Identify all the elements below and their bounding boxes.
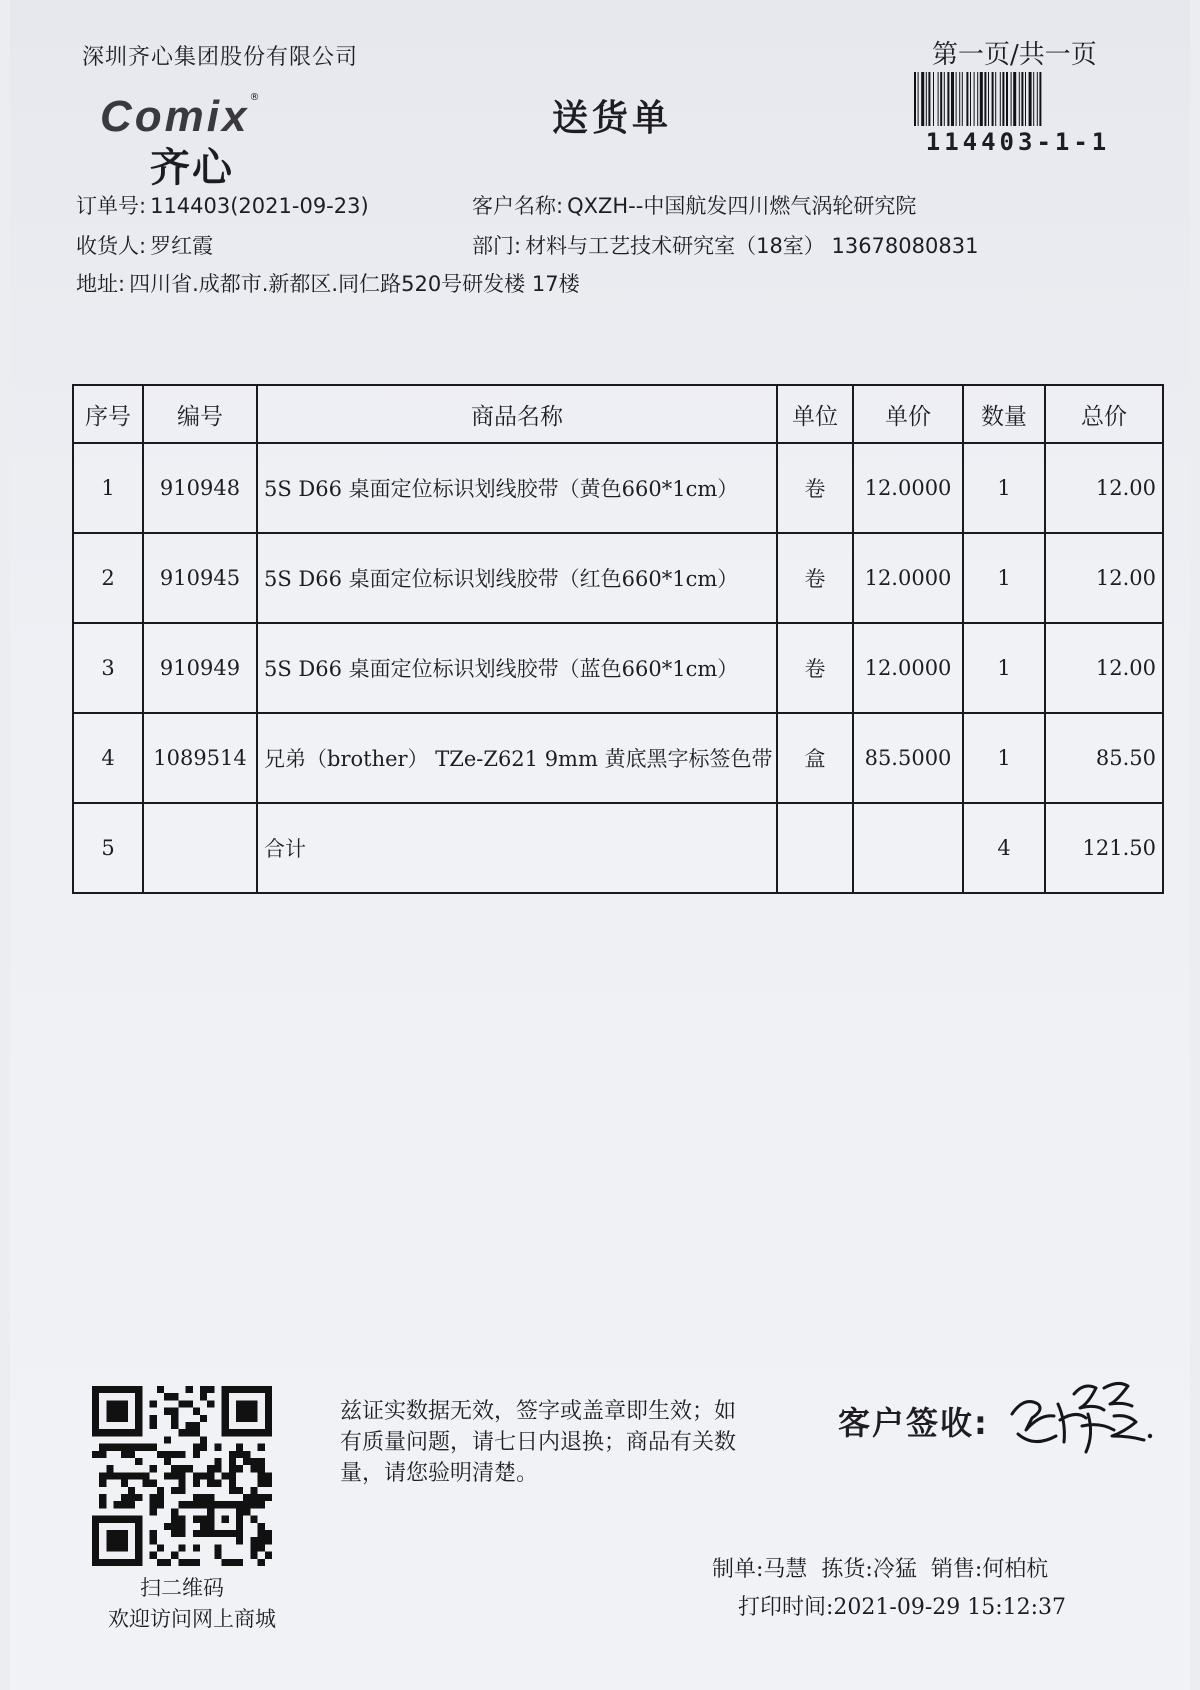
- cell-unit: 卷: [777, 443, 853, 533]
- cell-unit: [777, 803, 853, 893]
- qr-caption-visit: 欢迎访问网上商城: [108, 1607, 276, 1631]
- cell-product-name: 5S D66 桌面定位标识划线胶带（红色660*1cm）: [257, 533, 777, 623]
- receiver: [76, 230, 213, 260]
- cell-quantity: 4: [963, 803, 1045, 893]
- print-time: 打印时间:2021-09-29 15:12:37: [738, 1595, 1067, 1620]
- cell-code: 1089514: [143, 713, 257, 803]
- items-table: [72, 384, 1164, 894]
- cell-quantity: 1: [963, 443, 1045, 533]
- cell-seq: 2: [73, 533, 143, 623]
- cell-seq: 4: [73, 713, 143, 803]
- column-header: 编号: [143, 385, 257, 443]
- sales-text: 销售:何柏杭: [930, 1557, 1049, 1582]
- company-name: 深圳齐心集团股份有限公司: [82, 45, 359, 70]
- cell-product-name: 兄弟（brother） TZe-Z621 9mm 黄底黑字标签色带: [257, 713, 777, 803]
- cell-total: 12.00: [1045, 533, 1163, 623]
- cell-seq: 3: [73, 623, 143, 713]
- cell-code: [143, 803, 257, 893]
- document-title: 送货单: [552, 98, 673, 139]
- notice-text: 兹证实数据无效，签字或盖章即生效；如有质量问题，请七日内退换；商品有关数量，请您验明清楚。: [340, 1399, 737, 1486]
- order-number-label: 订单号:: [76, 194, 147, 218]
- barcode-number: 114403-1-1: [925, 128, 1111, 156]
- cell-total: 12.00: [1045, 443, 1163, 533]
- cell-total: 12.00: [1045, 623, 1163, 713]
- cell-seq: 5: [73, 803, 143, 893]
- cell-unit-price: 12.0000: [853, 533, 963, 623]
- registered-mark-icon: ®: [249, 92, 260, 103]
- column-header: 序号: [73, 385, 143, 443]
- picker-text: 拣货:冷猛: [821, 1557, 917, 1582]
- signature-icon: [1004, 1374, 1154, 1456]
- department-label: 部门:: [472, 234, 522, 258]
- address-value: 四川省.成都市.新都区.同仁路520号研发楼 17楼: [129, 272, 580, 296]
- qr-caption-scan: 扫二维码: [140, 1576, 224, 1600]
- table-row: [73, 443, 1163, 533]
- cell-quantity: 1: [963, 713, 1045, 803]
- comix-logo: [100, 92, 260, 191]
- cell-unit-price: [853, 803, 963, 893]
- customer-name-value: QXZH--中国航发四川燃气涡轮研究院: [567, 194, 917, 218]
- qr-code-icon: [92, 1386, 272, 1566]
- cell-grand-total: 121.50: [1045, 803, 1163, 893]
- receiver-label: 收货人:: [76, 234, 147, 258]
- table-row: [73, 713, 1163, 803]
- address-label: 地址:: [76, 272, 126, 296]
- order-number-value: 114403(2021-09-23): [150, 194, 369, 218]
- table-row: [73, 533, 1163, 623]
- column-header: 总价: [1045, 385, 1163, 443]
- column-header: 商品名称: [257, 385, 777, 443]
- cell-code: 910949: [143, 623, 257, 713]
- cell-product-name: 5S D66 桌面定位标识划线胶带（蓝色660*1cm）: [257, 623, 777, 713]
- logo-latin-text: Comix: [100, 92, 250, 141]
- table-header-row: [73, 385, 1163, 443]
- cell-code: 910945: [143, 533, 257, 623]
- staff-line: [712, 1552, 1062, 1583]
- table-row: [73, 623, 1163, 713]
- barcode-icon: [912, 72, 1124, 126]
- department: [472, 230, 978, 260]
- department-value: 材料与工艺技术研究室（18室） 13678080831: [525, 234, 979, 258]
- cell-unit: 卷: [777, 533, 853, 623]
- cell-product-name: 5S D66 桌面定位标识划线胶带（黄色660*1cm）: [257, 443, 777, 533]
- cell-unit: 盒: [777, 713, 853, 803]
- column-header: 单位: [777, 385, 853, 443]
- cell-unit-price: 12.0000: [853, 623, 963, 713]
- cell-seq: 1: [73, 443, 143, 533]
- customer-name: [472, 190, 916, 220]
- table-row-total: [73, 803, 1163, 893]
- maker-text: 制单:马慧: [712, 1557, 808, 1582]
- cell-unit-price: 12.0000: [853, 443, 963, 533]
- customer-name-label: 客户名称:: [472, 194, 564, 218]
- logo-chinese-text: 齐心: [150, 145, 234, 191]
- order-number: [76, 190, 369, 220]
- cell-unit-price: 85.5000: [853, 713, 963, 803]
- cell-code: 910948: [143, 443, 257, 533]
- column-header: 数量: [963, 385, 1045, 443]
- cell-total: 85.50: [1045, 713, 1163, 803]
- page-indicator: 第一页/共一页: [932, 40, 1097, 70]
- address: [76, 268, 580, 298]
- cell-unit: 卷: [777, 623, 853, 713]
- customer-sign-label: 客户签收:: [838, 1404, 989, 1442]
- receiver-value: 罗红霞: [150, 234, 214, 258]
- column-header: 单价: [853, 385, 963, 443]
- cell-quantity: 1: [963, 623, 1045, 713]
- cell-quantity: 1: [963, 533, 1045, 623]
- cell-total-label: 合计: [257, 803, 777, 893]
